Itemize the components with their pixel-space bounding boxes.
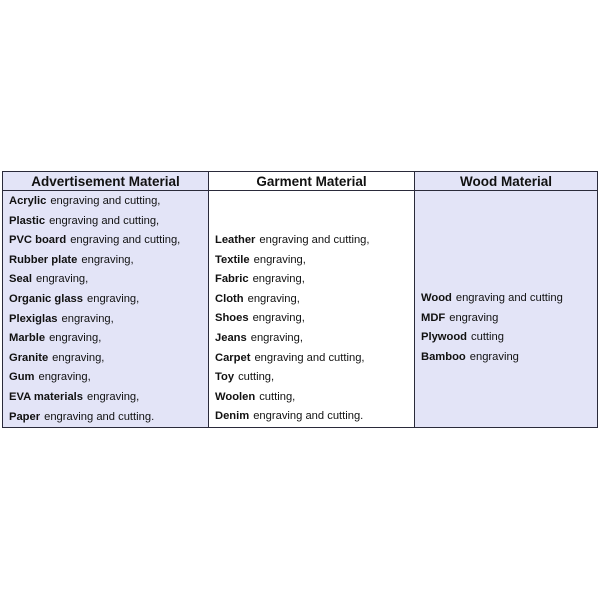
material-name: Gum <box>9 371 35 384</box>
material-name: Acrylic <box>9 195 47 207</box>
material-name: Plastic <box>9 214 46 227</box>
material-name: Wood <box>421 292 452 304</box>
material-name: Seal <box>9 273 33 286</box>
material-name: MDF <box>421 311 446 324</box>
material-name: Textile <box>215 253 250 266</box>
material-name: Shoes <box>215 312 249 325</box>
list-item <box>9 251 208 271</box>
material-process: engraving and cutting, <box>254 351 365 364</box>
material-name: Paper <box>9 410 41 423</box>
material-process: engraving, <box>87 390 140 403</box>
material-process: cutting <box>471 331 504 344</box>
material-process: engraving and cutting, <box>50 195 161 207</box>
list-item <box>9 231 208 251</box>
garment-cell <box>209 191 415 428</box>
material-process: engraving <box>449 311 499 324</box>
list-item <box>215 309 414 329</box>
list-item <box>215 251 414 271</box>
list-item <box>9 388 208 408</box>
material-name: Cloth <box>215 292 244 305</box>
material-name: Granite <box>9 351 49 364</box>
material-name: Marble <box>9 332 46 345</box>
material-process: engraving and cutting, <box>49 214 160 227</box>
advertisement-list <box>3 191 208 427</box>
list-item <box>9 290 208 310</box>
material-process: engraving and cutting. <box>44 410 155 423</box>
list-item <box>421 328 597 348</box>
material-name: Plexiglas <box>9 312 58 325</box>
material-process: engraving and cutting <box>455 292 563 304</box>
list-item <box>9 192 208 212</box>
material-process: engraving, <box>252 312 305 325</box>
table-header-row <box>3 172 598 191</box>
material-name: Carpet <box>215 351 251 364</box>
header-garment-material: Garment Material <box>209 172 415 191</box>
material-process: engraving, <box>52 351 105 364</box>
wood-cell <box>415 191 598 428</box>
list-item <box>215 349 414 369</box>
material-name: PVC board <box>9 234 67 247</box>
list-item <box>9 408 208 428</box>
list-item <box>9 270 208 290</box>
material-name: Bamboo <box>421 350 466 363</box>
material-name: Fabric <box>215 273 249 286</box>
list-item <box>215 368 414 388</box>
wood-list <box>415 191 597 367</box>
list-item <box>9 310 208 330</box>
table-body-row <box>3 191 598 428</box>
garment-list <box>209 191 414 427</box>
material-name: Toy <box>215 371 235 384</box>
list-item <box>9 329 208 349</box>
list-item <box>215 329 414 349</box>
material-process: cutting, <box>259 390 296 403</box>
material-process: engraving, <box>252 273 305 286</box>
material-process: engraving, <box>81 253 134 266</box>
material-process: engraving, <box>247 292 300 305</box>
material-name: Organic glass <box>9 292 83 305</box>
material-process: engraving and cutting, <box>70 234 181 247</box>
header-advertisement-material: Advertisement Material <box>3 172 209 191</box>
material-process: engraving, <box>49 332 102 345</box>
header-wood-material: Wood Material <box>415 172 598 191</box>
material-name: Denim <box>215 410 250 423</box>
material-name: Plywood <box>421 331 467 344</box>
material-process: cutting, <box>238 371 275 384</box>
list-item <box>215 388 414 408</box>
list-item <box>9 212 208 232</box>
material-process: engraving, <box>61 312 114 325</box>
material-process: engraving and cutting, <box>259 234 370 246</box>
list-item <box>9 349 208 369</box>
list-item <box>215 290 414 310</box>
materials-table <box>2 171 598 428</box>
list-item <box>215 407 414 427</box>
material-process: engraving, <box>38 371 91 384</box>
material-name: Jeans <box>215 331 247 344</box>
material-process: engraving, <box>250 331 303 344</box>
material-process: engraving, <box>253 253 306 266</box>
list-item <box>215 231 414 251</box>
material-process: engraving, <box>36 273 89 286</box>
material-process: engraving <box>469 350 519 363</box>
advertisement-cell <box>3 191 209 428</box>
list-item <box>215 270 414 290</box>
list-item <box>421 348 597 368</box>
material-name: Woolen <box>215 390 256 403</box>
material-name: Rubber plate <box>9 253 78 266</box>
list-item <box>421 289 597 309</box>
material-process: engraving and cutting. <box>253 410 364 423</box>
list-item <box>421 309 597 329</box>
list-item <box>9 368 208 388</box>
material-name: Leather <box>215 234 256 246</box>
material-name: EVA materials <box>9 390 83 403</box>
material-process: engraving, <box>87 292 140 305</box>
